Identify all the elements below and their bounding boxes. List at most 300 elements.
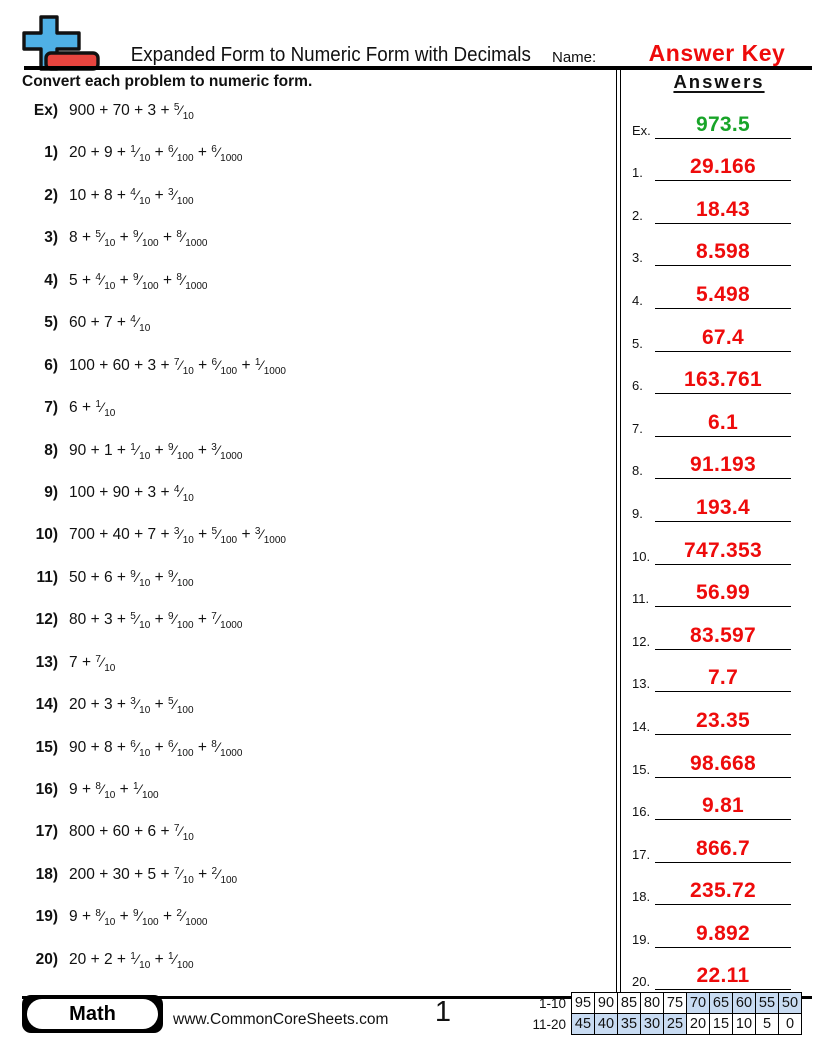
problem-expression [69, 696, 194, 716]
expression-token: + [99, 102, 109, 119]
answer-line [655, 606, 791, 607]
problem-row [22, 779, 607, 821]
expression-token: + [134, 483, 144, 501]
problem-expression [69, 357, 286, 377]
expression-token: + [160, 483, 170, 501]
problem-expression [69, 866, 237, 886]
fraction: $^5⁄_{10}$ [173, 102, 194, 122]
expression-token: + [81, 781, 91, 798]
expression-token: 90 [112, 483, 130, 501]
website-text: www.CommonCoreSheets.com [173, 1011, 389, 1028]
fraction: $^3⁄_{10}$ [173, 526, 194, 547]
expression-token: + [160, 102, 170, 119]
problem-expression [69, 144, 242, 164]
answer-row [623, 951, 813, 994]
answer-line [655, 862, 791, 863]
score-grid-range-label: 1-10 [538, 995, 566, 1011]
expression-token: 5 [147, 865, 157, 883]
page-number: 1 [434, 996, 452, 1028]
expression-token: + [90, 441, 100, 459]
answer-value: 23.35 [695, 708, 751, 732]
problem-number: 20) [35, 950, 58, 968]
fraction: $^7⁄_{1000}$ [211, 611, 243, 632]
problem-expression [69, 781, 159, 801]
fraction: $^1⁄_{10}$ [130, 950, 151, 971]
problem-row [22, 567, 607, 609]
expression-token: 90 [69, 738, 87, 756]
expression-token: + [116, 186, 126, 204]
fraction: $^4⁄_{10}$ [130, 314, 151, 335]
expression-token: + [116, 441, 126, 459]
expression-token: + [197, 144, 207, 162]
answer-row [623, 99, 813, 142]
answer-line [655, 436, 791, 437]
expression-token: + [160, 865, 170, 883]
expression-token: + [197, 441, 207, 459]
answer-line [655, 691, 791, 692]
expression-token: 60 [69, 314, 87, 332]
fraction: $^8⁄_{1000}$ [176, 229, 208, 250]
answer-number: 2. [632, 207, 643, 223]
expression-token: + [99, 526, 109, 544]
expression-token: 2 [103, 950, 113, 968]
score-grid-cell: 75 [664, 993, 687, 1014]
problem-number: 15) [35, 738, 58, 756]
expression-token: + [119, 781, 129, 798]
fraction: $^7⁄_{10}$ [173, 865, 194, 886]
score-grid-cell: 5 [756, 1014, 779, 1035]
answer-line [655, 393, 791, 394]
expression-token: 9 [69, 781, 78, 798]
score-grid-cell: 15 [710, 1014, 733, 1035]
expression-token: + [241, 526, 251, 544]
expression-token: 3 [147, 483, 157, 501]
score-grid-cell: 20 [687, 1014, 710, 1035]
fraction: $^1⁄_{100}$ [133, 781, 159, 801]
answer-line [655, 351, 791, 352]
problem-row [22, 227, 607, 269]
fraction: $^6⁄_{100}$ [211, 356, 238, 377]
expression-token: + [154, 144, 164, 162]
expression-token: 3 [103, 696, 113, 714]
expression-token: + [154, 696, 164, 714]
score-grid-cell: 70 [687, 993, 710, 1014]
expression-token: 7 [69, 653, 78, 671]
fraction: $^7⁄_{10}$ [95, 653, 116, 674]
score-grid-cell: 35 [618, 1014, 641, 1035]
answer-row [623, 525, 813, 568]
expression-token: 900 [69, 102, 95, 119]
answer-row [623, 653, 813, 696]
problem-number: 5) [44, 314, 58, 332]
answer-row [623, 440, 813, 483]
answer-number: 10. [632, 548, 651, 564]
fraction: $^8⁄_{10}$ [95, 908, 116, 929]
problem-expression [69, 654, 115, 674]
answer-value: 973.5 [695, 112, 751, 136]
answer-number: 9. [632, 505, 643, 521]
score-grid-cell: 80 [641, 993, 664, 1014]
score-grid [528, 992, 802, 1035]
fraction: $^3⁄_{1000}$ [254, 526, 286, 547]
expression-token: + [241, 356, 251, 374]
fraction: $^9⁄_{10}$ [130, 568, 151, 589]
expression-token: + [154, 738, 164, 756]
problem-row [22, 100, 607, 142]
expression-token: + [90, 696, 100, 714]
answer-number: 6. [632, 378, 643, 394]
problem-number: 12) [35, 611, 58, 629]
expression-token: + [154, 441, 164, 459]
fraction: $^8⁄_{1000}$ [176, 271, 208, 292]
problem-expression [69, 102, 194, 122]
expression-token: + [119, 229, 129, 247]
answer-value: 29.166 [689, 155, 757, 179]
problem-expression [69, 823, 194, 843]
answer-number: 8. [632, 463, 643, 479]
fraction: $^6⁄_{1000}$ [211, 144, 243, 165]
expression-token: + [160, 526, 170, 544]
problem-row [22, 949, 607, 991]
answer-value: 91.193 [689, 453, 757, 477]
fraction: $^7⁄_{10}$ [173, 823, 194, 844]
problem-number: 16) [35, 781, 58, 798]
expression-token: + [154, 568, 164, 586]
problem-number: 8) [44, 441, 58, 459]
answer-row [623, 355, 813, 398]
fraction: $^5⁄_{100}$ [211, 526, 238, 547]
expression-token: 6 [69, 399, 78, 417]
problem-expression [69, 272, 207, 292]
answer-value: 866.7 [695, 836, 751, 860]
expression-token: + [81, 399, 91, 417]
score-grid-cell: 95 [572, 993, 595, 1014]
answer-line [655, 649, 791, 650]
expression-token: 100 [69, 356, 95, 374]
fraction: $^4⁄_{10}$ [130, 186, 151, 207]
expression-token: 8 [103, 186, 113, 204]
fraction: $^3⁄_{100}$ [167, 186, 194, 207]
expression-token: 10 [69, 186, 87, 204]
problem-expression [69, 908, 207, 928]
answer-line [655, 308, 791, 309]
answer-value: 235.72 [689, 879, 757, 903]
expression-token: 7 [147, 526, 157, 544]
answer-row [623, 482, 813, 525]
answer-line [655, 777, 791, 778]
expression-token: 40 [112, 526, 130, 544]
problem-row [22, 312, 607, 354]
answer-row [623, 227, 813, 270]
problem-row [22, 821, 607, 863]
answer-line [655, 180, 791, 181]
problem-row [22, 270, 607, 312]
fraction: $^1⁄_{1000}$ [254, 356, 286, 377]
answer-number: 13. [632, 676, 651, 692]
answer-line [655, 265, 791, 266]
answer-value: 7.7 [707, 666, 739, 690]
problem-row [22, 482, 607, 524]
problem-expression [69, 187, 194, 207]
answer-row [623, 397, 813, 440]
score-grid-cell: 55 [756, 993, 779, 1014]
expression-token: 700 [69, 526, 95, 544]
expression-token: + [81, 271, 91, 289]
expression-token: 200 [69, 865, 95, 883]
answer-number: 7. [632, 420, 643, 436]
expression-token: + [198, 526, 208, 544]
problem-row [22, 906, 607, 948]
fraction: $^1⁄_{10}$ [95, 399, 116, 420]
expression-token: 20 [69, 696, 87, 714]
problem-number: 19) [35, 908, 58, 926]
answer-row [623, 568, 813, 611]
expression-token: + [134, 865, 144, 883]
expression-token: 5 [69, 271, 78, 289]
problem-row [22, 440, 607, 482]
page-title: Expanded Form to Numeric Form with Decimals [130, 44, 531, 66]
score-grid-cell: 85 [618, 993, 641, 1014]
answer-value: 5.498 [695, 282, 751, 306]
answer-row [623, 866, 813, 909]
expression-token: + [81, 653, 91, 671]
answer-row [623, 781, 813, 824]
expression-token: + [99, 483, 109, 501]
answer-value: 163.761 [683, 368, 762, 392]
problem-row [22, 355, 607, 397]
problem-row [22, 609, 607, 651]
problem-expression [69, 399, 115, 419]
score-grid-cell: 40 [595, 1014, 618, 1035]
fraction: $^9⁄_{100}$ [167, 441, 194, 462]
answer-value: 8.598 [695, 240, 751, 264]
expression-token: 9 [103, 144, 113, 162]
answer-value: 747.353 [683, 538, 762, 562]
problem-expression [69, 442, 242, 462]
expression-token: 8 [103, 738, 113, 756]
fraction: $^8⁄_{10}$ [95, 781, 116, 801]
answer-number: 1. [632, 165, 643, 181]
answer-value: 18.43 [695, 197, 751, 221]
expression-token: + [160, 823, 170, 841]
answer-number: 20. [632, 974, 651, 990]
problem-row [22, 397, 607, 439]
expression-token: + [99, 823, 109, 841]
answer-value: 193.4 [695, 495, 751, 519]
fraction: $^1⁄_{10}$ [130, 144, 151, 165]
expression-token: + [81, 229, 91, 247]
expression-token: + [81, 908, 91, 926]
answer-number: 11. [632, 591, 650, 607]
fraction: $^5⁄_{100}$ [167, 696, 194, 717]
expression-token: 7 [103, 314, 113, 332]
expression-token: 70 [112, 102, 130, 119]
answer-value: 9.892 [695, 921, 751, 945]
answer-row [623, 269, 813, 312]
problem-number: 11) [36, 568, 58, 586]
answer-number: 14. [632, 718, 651, 734]
problem-expression [69, 526, 286, 546]
problem-number: 3) [44, 229, 58, 247]
expression-token: + [134, 356, 144, 374]
problem-number: 17) [35, 823, 58, 841]
problem-row [22, 652, 607, 694]
fraction: $^6⁄_{10}$ [130, 738, 151, 759]
problem-expression [69, 229, 207, 249]
expression-token: 100 [69, 483, 95, 501]
problem-row [22, 142, 607, 184]
fraction: $^9⁄_{100}$ [167, 568, 194, 589]
fraction: $^5⁄_{10}$ [95, 229, 116, 250]
expression-token: 800 [69, 823, 95, 841]
fraction: $^1⁄_{100}$ [167, 950, 194, 971]
answer-line [655, 947, 791, 948]
header-rule [24, 66, 812, 70]
score-grid-cell: 25 [664, 1014, 687, 1035]
fraction: $^6⁄_{100}$ [167, 738, 194, 759]
answer-line [655, 904, 791, 905]
expression-token: 60 [112, 823, 130, 841]
score-grid-cell: 65 [710, 993, 733, 1014]
expression-token: + [116, 950, 126, 968]
problem-row [22, 694, 607, 736]
answer-value: 6.1 [707, 410, 739, 434]
expression-token: 50 [69, 568, 87, 586]
answer-line [655, 989, 791, 990]
answer-number: 16. [632, 804, 651, 820]
expression-token: 60 [112, 356, 130, 374]
expression-token: + [90, 314, 100, 332]
math-badge-label: Math [27, 999, 158, 1029]
answer-number: 5. [632, 335, 643, 351]
answer-row [623, 610, 813, 653]
problem-expression [69, 569, 194, 589]
score-grid-cell: 30 [641, 1014, 664, 1035]
answer-row [623, 908, 813, 951]
score-grid-range-label: 11-20 [532, 1016, 566, 1032]
fraction: $^2⁄_{100}$ [211, 865, 238, 886]
problem-number: 4) [44, 271, 58, 289]
expression-token: + [90, 738, 100, 756]
expression-token: + [90, 611, 100, 629]
answer-value: 67.4 [701, 325, 745, 349]
answer-number: 3. [632, 250, 643, 266]
expression-token: + [162, 908, 172, 926]
score-grid-cell: 90 [595, 993, 618, 1014]
expression-token: 3 [147, 102, 157, 119]
problem-number: 13) [35, 653, 58, 671]
expression-token: 6 [147, 823, 157, 841]
answer-number: 4. [632, 292, 643, 308]
expression-token: 6 [103, 568, 113, 586]
problems-list [22, 100, 607, 991]
answer-line [655, 734, 791, 735]
fraction: $^9⁄_{100}$ [133, 229, 159, 250]
score-grid-cell: 60 [733, 993, 756, 1014]
expression-token: + [197, 738, 207, 756]
problem-expression [69, 951, 194, 971]
expression-token: + [90, 186, 100, 204]
answer-number: 19. [632, 931, 651, 947]
answer-value: 56.99 [695, 581, 751, 605]
expression-token: + [116, 611, 126, 629]
expression-token: 3 [103, 611, 113, 629]
expression-token: + [154, 611, 164, 629]
expression-token: + [160, 356, 170, 374]
problem-expression [69, 484, 194, 504]
answer-number: 18. [632, 889, 651, 905]
answer-key-text: Answer Key [648, 40, 786, 66]
score-grid-cell: 10 [733, 1014, 756, 1035]
answer-row [623, 695, 813, 738]
problem-number: 18) [35, 865, 58, 883]
expression-token: 9 [69, 908, 78, 926]
math-badge [22, 995, 163, 1033]
answer-row [623, 142, 813, 185]
expression-token: + [134, 823, 144, 841]
fraction: $^5⁄_{10}$ [130, 611, 151, 632]
problem-number: 2) [44, 186, 58, 204]
answer-value: 98.668 [689, 751, 757, 775]
fraction: $^1⁄_{10}$ [130, 441, 151, 462]
problem-number: 10) [35, 526, 58, 544]
problem-row [22, 864, 607, 906]
answer-value: 83.597 [689, 623, 757, 647]
expression-token: + [116, 144, 126, 162]
expression-token: 90 [69, 441, 87, 459]
answer-line [655, 138, 791, 139]
expression-token: + [154, 950, 164, 968]
score-grid-cell: 45 [572, 1014, 595, 1035]
expression-token: + [198, 356, 208, 374]
name-label: Name: [552, 49, 597, 66]
expression-token: + [162, 229, 172, 247]
expression-token: 30 [112, 865, 130, 883]
expression-token: + [99, 356, 109, 374]
fraction: $^7⁄_{10}$ [173, 356, 194, 377]
score-grid-row [528, 1014, 802, 1035]
instruction-text: Convert each problem to numeric form. [22, 73, 313, 90]
problem-expression [69, 314, 150, 334]
expression-token: 20 [69, 950, 87, 968]
expression-token: + [116, 696, 126, 714]
expression-token: + [154, 186, 164, 204]
answer-line [655, 478, 791, 479]
fraction: $^4⁄_{10}$ [173, 483, 194, 504]
fraction: $^9⁄_{100}$ [133, 271, 159, 292]
answer-number: 12. [632, 633, 651, 649]
problem-number: 7) [44, 399, 58, 417]
expression-token: + [116, 314, 126, 332]
problem-expression [69, 611, 242, 631]
answers-column-header: Answers [673, 71, 765, 92]
fraction: $^9⁄_{100}$ [133, 908, 159, 929]
answer-line [655, 819, 791, 820]
answer-row [623, 738, 813, 781]
expression-token: + [134, 102, 144, 119]
fraction: $^8⁄_{1000}$ [211, 738, 243, 759]
fraction: $^9⁄_{100}$ [167, 611, 194, 632]
score-grid-cell: 50 [779, 993, 802, 1014]
expression-token: + [99, 865, 109, 883]
column-divider [616, 68, 621, 997]
expression-token: + [119, 908, 129, 926]
expression-token: + [162, 271, 172, 289]
expression-token: + [198, 865, 208, 883]
expression-token: + [90, 950, 100, 968]
fraction: $^2⁄_{1000}$ [176, 908, 208, 929]
answer-row [623, 823, 813, 866]
